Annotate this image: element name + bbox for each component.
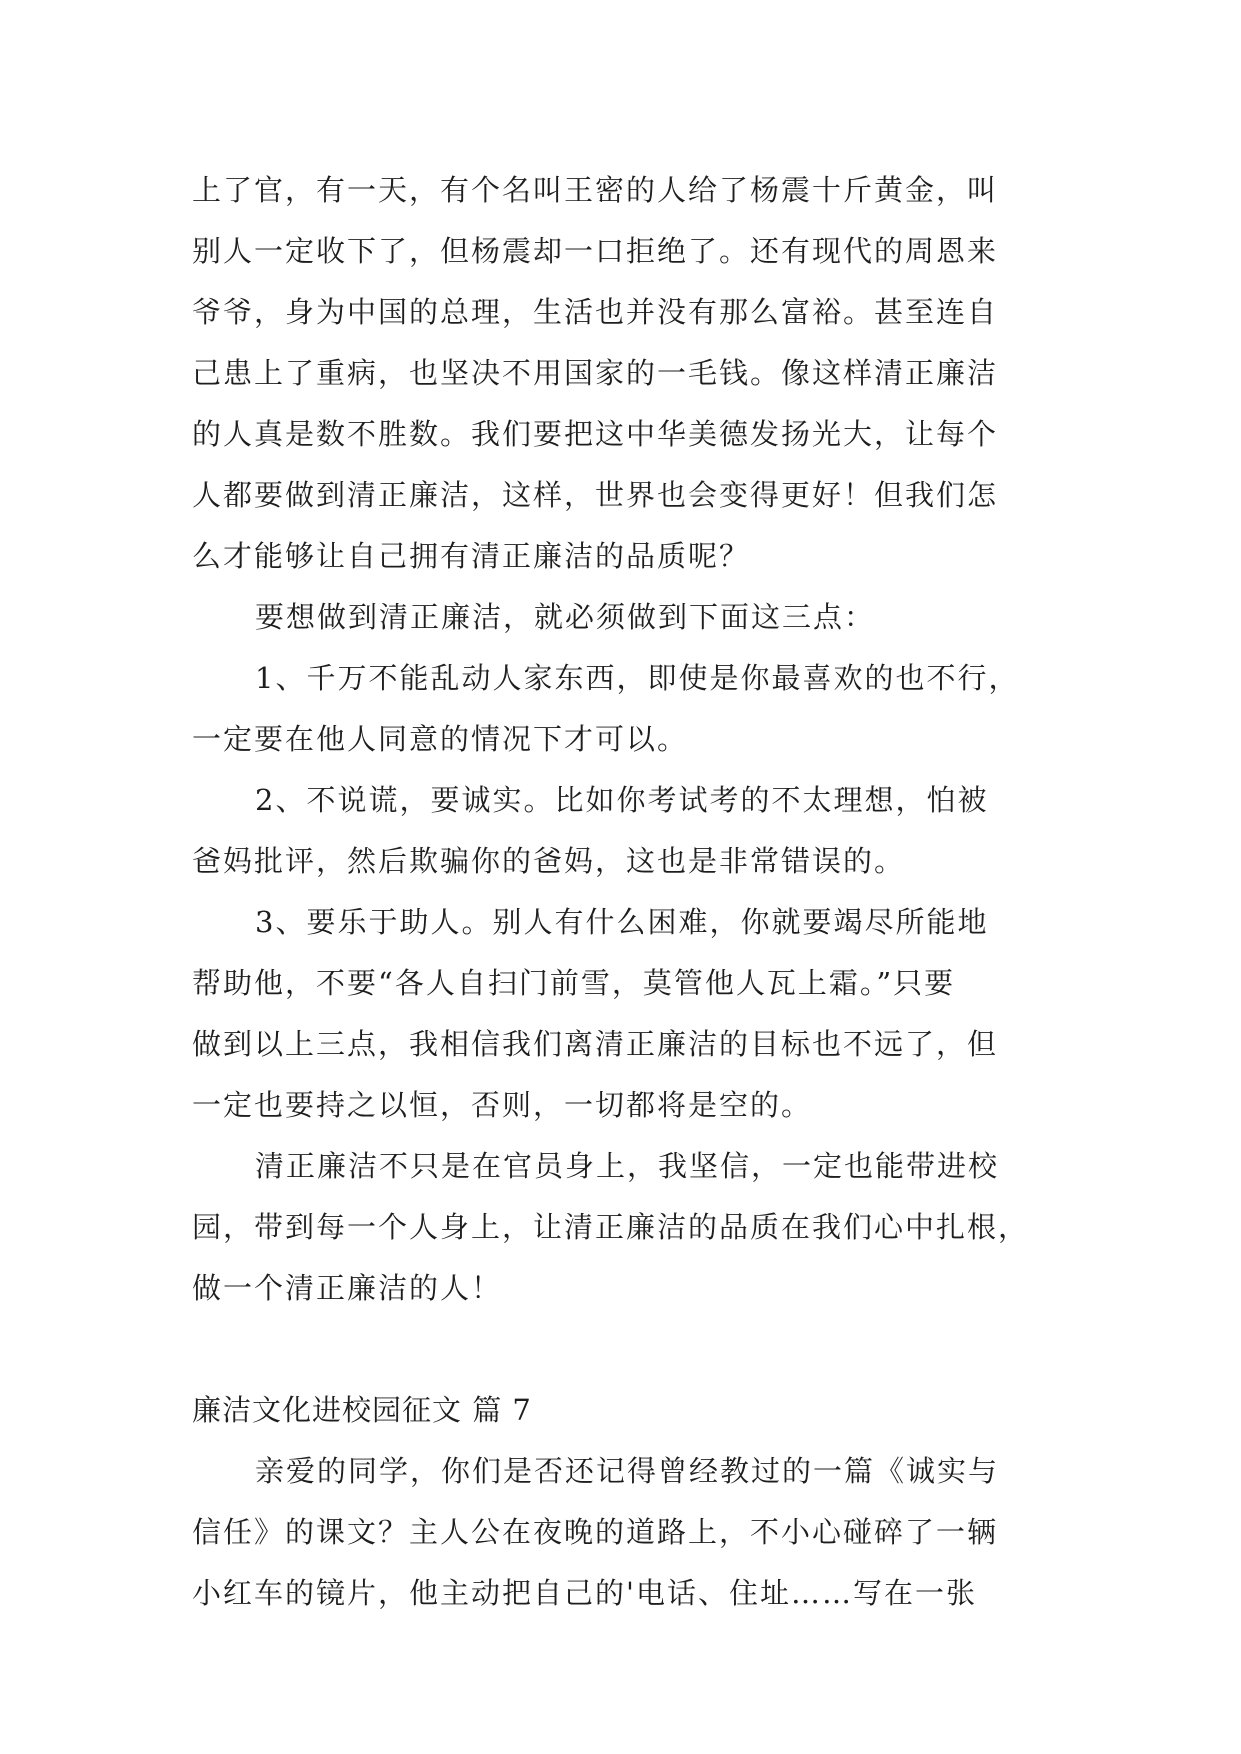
paragraph-line: 人都要做到清正廉洁，这样，世界也会变得更好！但我们怎	[192, 478, 999, 512]
paragraph-line: 己患上了重病，也坚决不用国家的一毛钱。像这样清正廉洁	[192, 356, 999, 390]
paragraph-line: 别人一定收下了，但杨震却一口拒绝了。还有现代的周恩来	[192, 234, 999, 268]
section-heading: 廉洁文化进校园征文 篇 7	[192, 1393, 532, 1427]
point-2-line: 爸妈批评，然后欺骗你的爸妈，这也是非常错误的。	[192, 844, 906, 878]
paragraph-line: 爷爷，身为中国的总理，生活也并没有那么富裕。甚至连自	[192, 295, 999, 329]
conclusion-line: 园，带到每一个人身上，让清正廉洁的品质在我们心中扎根，	[192, 1210, 1030, 1244]
section-spacer	[192, 1319, 1052, 1380]
paragraph-line: 么才能够让自己拥有清正廉洁的品质呢？	[192, 539, 751, 573]
document-body	[192, 160, 1052, 1624]
point-3-line: 一定也要持之以恒，否则，一切都将是空的。	[192, 1088, 813, 1122]
point-1-line: 一定要在他人同意的情况下才可以。	[192, 722, 689, 756]
intro-paragraph: 要想做到清正廉洁，就必须做到下面这三点：	[255, 600, 876, 634]
point-3-line: 做到以上三点，我相信我们离清正廉洁的目标也不远了，但	[192, 1027, 999, 1061]
section-7-line: 小红车的镜片，他主动把自己的'电话、住址……写在一张	[192, 1576, 977, 1610]
point-3-line: 3、要乐于助人。别人有什么困难，你就要竭尽所能地	[255, 905, 989, 939]
point-3-line: 帮助他，不要“各人自扫门前雪，莫管他人瓦上霜。”只要	[192, 966, 956, 1000]
section-7-line: 亲爱的同学，你们是否还记得曾经教过的一篇《诚实与	[255, 1454, 1000, 1488]
point-1-line: 1、千万不能乱动人家东西，即使是你最喜欢的也不行，	[255, 661, 1020, 695]
section-7-line: 信任》的课文？主人公在夜晚的道路上，不小心碰碎了一辆	[192, 1515, 999, 1549]
paragraph-line: 上了官，有一天，有个名叫王密的人给了杨震十斤黄金，叫	[192, 173, 999, 207]
paragraph-line: 的人真是数不胜数。我们要把这中华美德发扬光大，让每个	[192, 417, 999, 451]
point-2-line: 2、不说谎，要诚实。比如你考试考的不太理想，怕被	[255, 783, 989, 817]
conclusion-line: 做一个清正廉洁的人！	[192, 1271, 503, 1305]
conclusion-line: 清正廉洁不只是在官员身上，我坚信，一定也能带进校	[255, 1149, 1000, 1183]
